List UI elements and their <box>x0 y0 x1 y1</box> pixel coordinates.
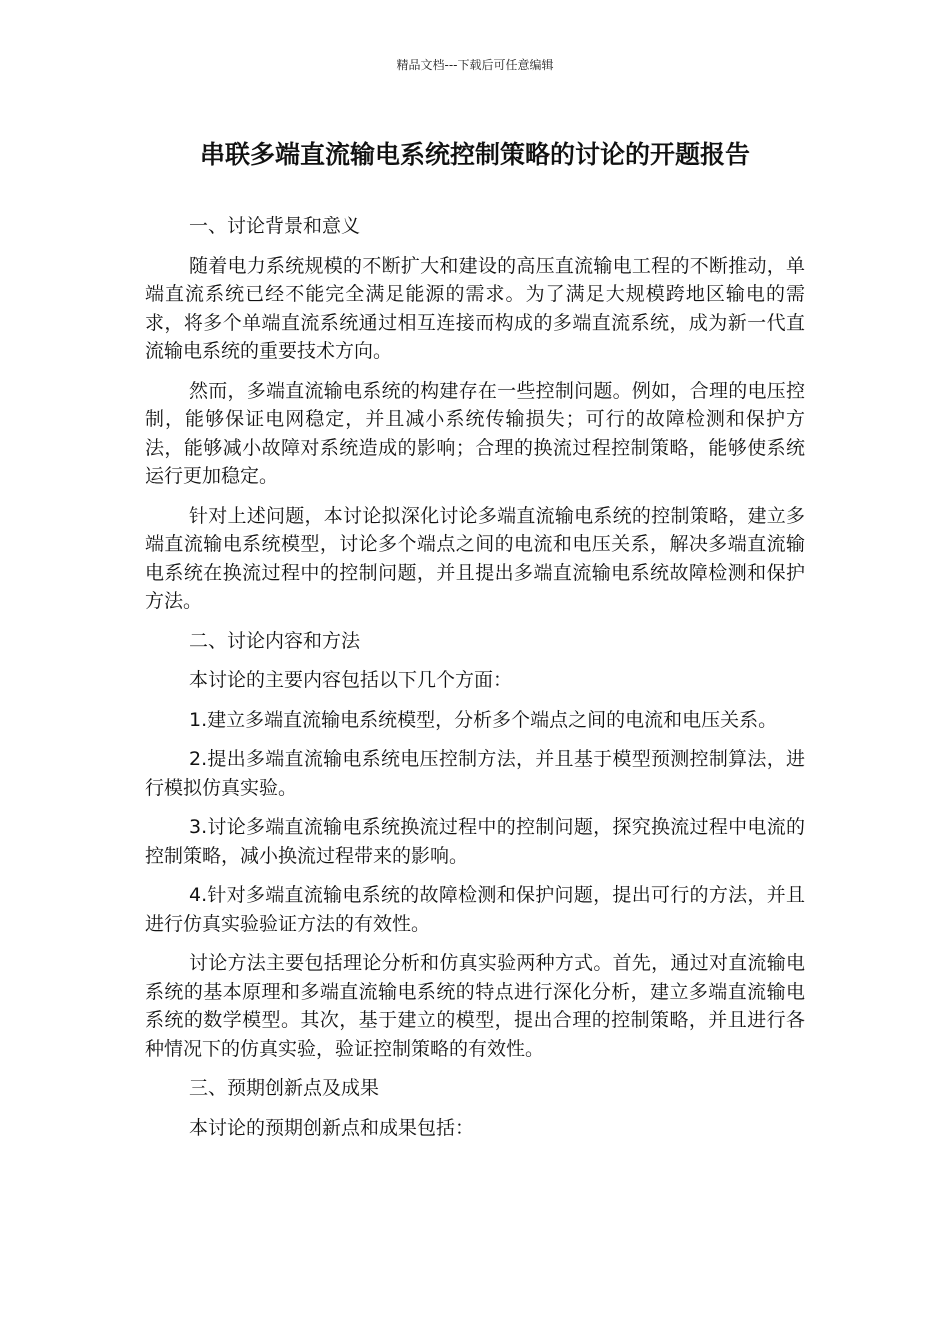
paragraph-content-intro: 本讨论的主要内容包括以下几个方面： <box>189 669 513 691</box>
paragraph-background-1: 随着电力系统规模的不断扩大和建设的高压直流输电工程的不断推动，单端直流系统已经不能完全满足能源的需求。为了满足大规模跨地区输电的需求，将多个单端直流系统通过相互连接而构成的多端直流系统，成为新一代直流输电系统的重要技术方向。 <box>145 254 805 362</box>
list-item-3: 3.讨论多端直流输电系统换流过程中的控制问题，探究换流过程中电流的控制策略，减小换流过程带来的影响。 <box>145 816 805 867</box>
document-body <box>145 212 805 1153</box>
section-heading-content-method: 二、讨论内容和方法 <box>189 629 361 652</box>
header-note: 精品文档---下载后可任意编辑 <box>396 58 554 72</box>
paragraph-background-3: 针对上述问题，本讨论拟深化讨论多端直流输电系统的控制策略，建立多端直流输电系统模型，讨论多个端点之间的电流和电压关系，解决多端直流输电系统在换流过程中的控制问题，并且提出多端直流输电系统故障检测和保护方法。 <box>145 504 805 612</box>
document-title: 串联多端直流输电系统控制策略的讨论的开题报告 <box>199 140 750 169</box>
section-heading-background: 一、讨论背景和意义 <box>189 215 361 237</box>
paragraph-background-2: 然而，多端直流输电系统的构建存在一些控制问题。例如，合理的电压控制，能够保证电网稳定，并且减小系统传输损失；可行的故障检测和保护方法，能够减小故障对系统造成的影响；合理的换流过程控制策略，能够使系统运行更加稳定。 <box>145 379 805 487</box>
paragraph-method: 讨论方法主要包括理论分析和仿真实验两种方式。首先，通过对直流输电系统的基本原理和多端直流输电系统的特点进行深化分析，建立多端直流输电系统的数学模型。其次，基于建立的模型，提出合理的控制策略，并且进行各种情况下的仿真实验，验证控制策略的有效性。 <box>145 952 805 1060</box>
list-item-1: 1.建立多端直流输电系统模型，分析多个端点之间的电流和电压关系。 <box>189 708 778 731</box>
list-item-4: 4.针对多端直流输电系统的故障检测和保护问题，提出可行的方法，并且进行仿真实验验证方法的有效性。 <box>145 884 805 935</box>
paragraph-innovation-intro: 本讨论的预期创新点和成果包括： <box>189 1116 475 1139</box>
list-item-2: 2.提出多端直流输电系统电压控制方法，并且基于模型预测控制算法，进行模拟仿真实验。 <box>145 748 805 799</box>
section-heading-innovation: 三、预期创新点及成果 <box>189 1077 380 1099</box>
